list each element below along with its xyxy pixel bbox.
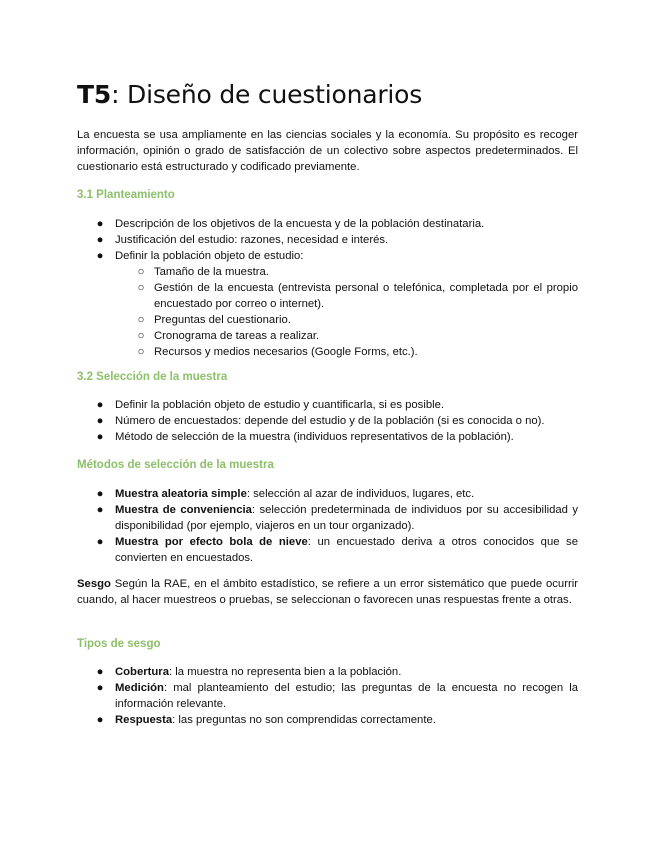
list-item: ● Muestra por efecto bola de nieve: un encuestado deriva a otros conocidos que se convierten en encuestados. bbox=[77, 534, 578, 566]
sub-list-item: ○ Gestión de la encuesta (entrevista personal o telefónica, completada por el propio encuestado por correo o internet). bbox=[115, 280, 578, 312]
bullet-icon: ● bbox=[96, 536, 104, 548]
list-item: ● Número de encuestados: depende del estudio y de la población (si es conocida o no). bbox=[77, 413, 578, 429]
sesgo-paragraph: Sesgo Según la RAE, en el ámbito estadístico, se refiere a un error sistemático que puede ocurrir cuando, al hacer muestreos o pruebas, se seleccionan o favorecen unas respuestas frente a otras. bbox=[77, 578, 578, 606]
bullet-icon: ● bbox=[96, 714, 104, 726]
list-item: ● Medición: mal planteamiento del estudio; las preguntas de la encuesta no recogen la información relevante. bbox=[77, 680, 578, 712]
list-item: ● Definir la población objeto de estudio y cuantificarla, si es posible. bbox=[77, 397, 578, 413]
sub-list-item: ○ Cronograma de tareas a realizar. bbox=[115, 328, 578, 344]
list-item: ● Muestra aleatoria simple: selección al azar de individuos, lugares, etc. bbox=[77, 486, 578, 502]
bullet-icon: ● bbox=[96, 504, 104, 516]
bullet-icon: ● bbox=[96, 666, 104, 678]
page-title: T5: Diseño de cuestionarios bbox=[77, 80, 423, 109]
metodos-list bbox=[77, 486, 578, 566]
circle-bullet-icon: ○ bbox=[137, 346, 145, 358]
bullet-icon: ● bbox=[96, 682, 104, 694]
list-item: ● Definir la población objeto de estudio: ○ Tamaño de la muestra. ○ Gestión de la encuesta (entrevista personal o telefónica, completada por el propio encuestado por correo o internet). ○ Preguntas del cuestionario. ○ Cronograma de tareas a realizar. ○ Recursos y medios necesarios (Google Forms, etc.). bbox=[77, 248, 578, 360]
planteamiento-list bbox=[77, 216, 578, 360]
circle-bullet-icon: ○ bbox=[137, 330, 145, 342]
circle-bullet-icon: ○ bbox=[137, 314, 145, 326]
sub-list-item: ○ Tamaño de la muestra. bbox=[115, 264, 578, 280]
seleccion-list bbox=[77, 397, 578, 445]
section-heading-seleccion: 3.2 Selección de la muestra bbox=[77, 371, 228, 383]
list-item: ● Respuesta: las preguntas no son comprendidas correctamente. bbox=[77, 712, 578, 728]
poblacion-sublist bbox=[115, 264, 578, 360]
list-item: ● Método de selección de la muestra (individuos representativos de la población). bbox=[77, 429, 578, 445]
bullet-icon: ● bbox=[96, 218, 104, 230]
list-item: ● Muestra de conveniencia: selección predeterminada de individuos por su accesibilidad y disponibilidad (por ejemplo, viajeros en un tour organizado). bbox=[77, 502, 578, 534]
list-item: ● Cobertura: la muestra no representa bien a la población. bbox=[77, 664, 578, 680]
bullet-icon: ● bbox=[96, 415, 104, 427]
sub-list-item: ○ Recursos y medios necesarios (Google Forms, etc.). bbox=[115, 344, 578, 360]
tipos-sesgo-list bbox=[77, 664, 578, 728]
list-item: ● Justificación del estudio: razones, necesidad e interés. bbox=[77, 232, 578, 248]
section-heading-planteamiento: 3.1 Planteamiento bbox=[77, 189, 175, 201]
list-item: ● Descripción de los objetivos de la encuesta y de la población destinataria. bbox=[77, 216, 578, 232]
bullet-icon: ● bbox=[96, 234, 104, 246]
bullet-icon: ● bbox=[96, 488, 104, 500]
circle-bullet-icon: ○ bbox=[137, 266, 145, 278]
bullet-icon: ● bbox=[96, 250, 104, 262]
circle-bullet-icon: ○ bbox=[137, 282, 145, 294]
intro-paragraph: La encuesta se usa ampliamente en las ciencias sociales y la economía. Su propósito es recoger información, opinión o grado de satisfacción de un colectivo sobre aspectos predeterminados. El cuestionario está estructurado y codificado previamente. bbox=[77, 129, 578, 173]
sub-list-item: ○ Preguntas del cuestionario. bbox=[115, 312, 578, 328]
bullet-icon: ● bbox=[96, 399, 104, 411]
bullet-icon: ● bbox=[96, 431, 104, 443]
section-heading-metodos: Métodos de selección de la muestra bbox=[77, 459, 274, 471]
section-heading-tipos-sesgo: Tipos de sesgo bbox=[77, 638, 161, 650]
